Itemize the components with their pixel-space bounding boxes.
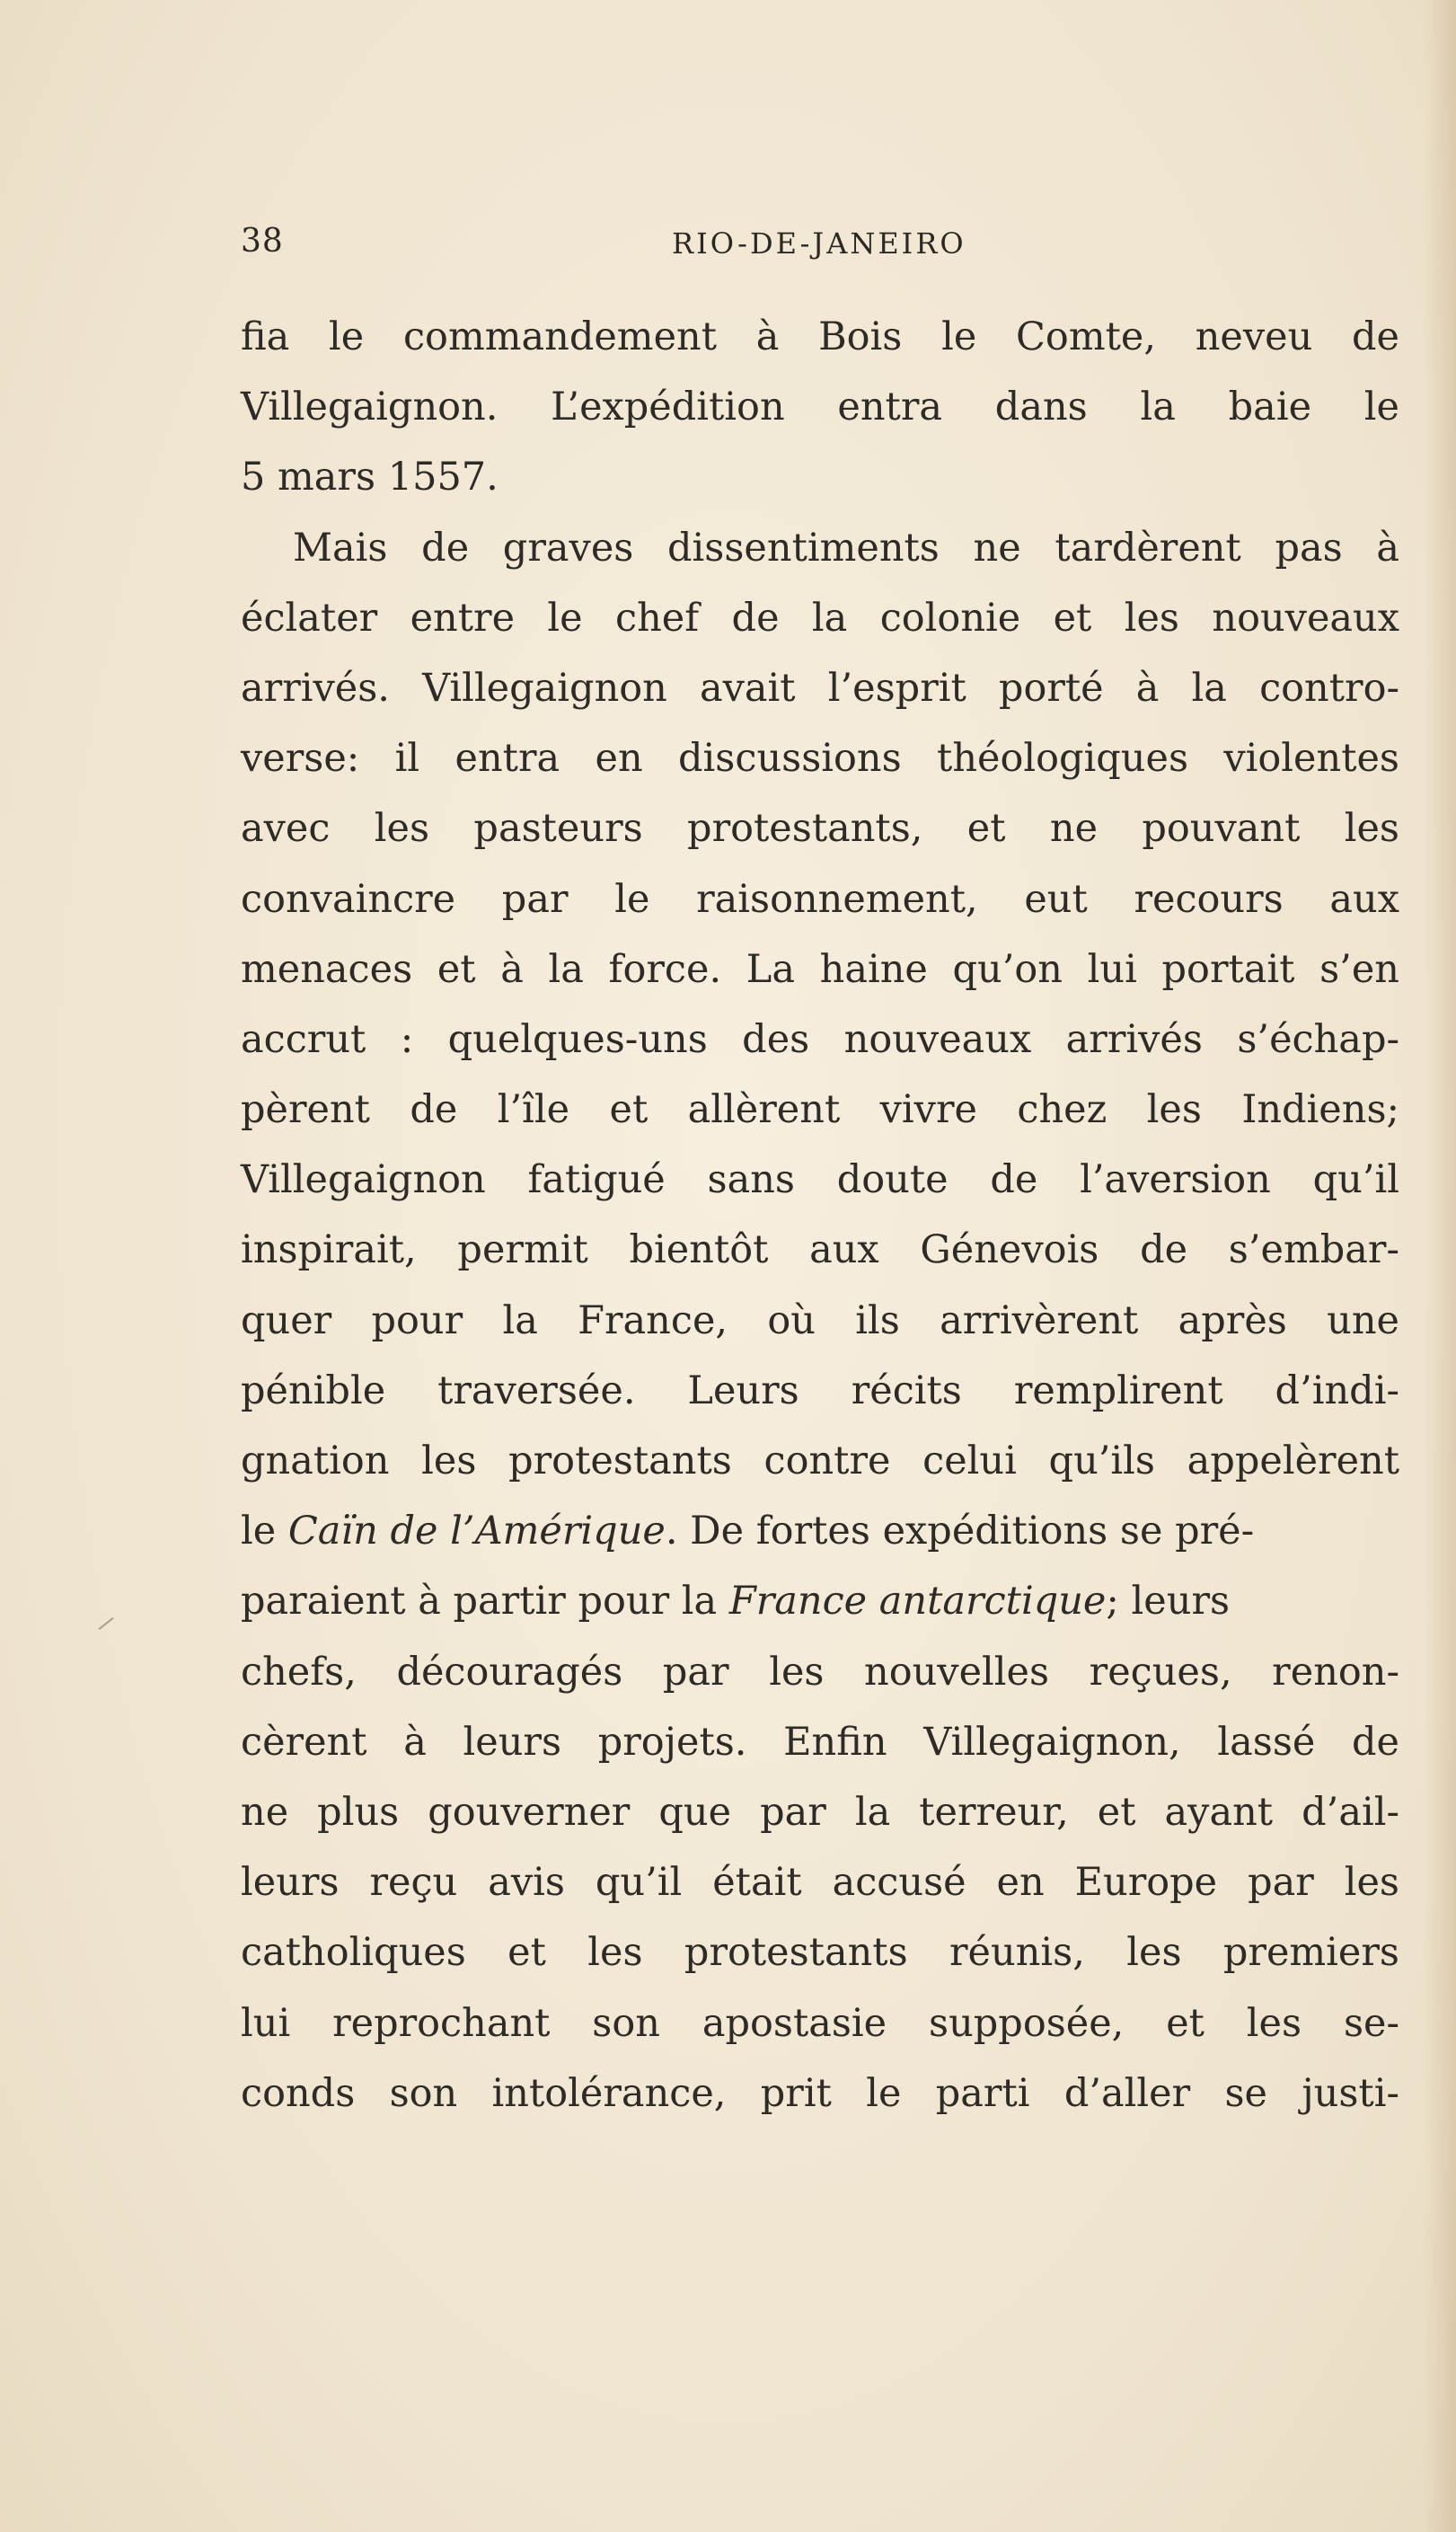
text-line: paraient à partir pour la France antarctique; leurs [241, 1579, 1231, 1625]
text-line: accrut : quelques-uns des nouveaux arrivés s’échap- [241, 1016, 1399, 1062]
page-edge-shadow [1424, 0, 1456, 2532]
text-line: Villegaignon fatigué sans doute de l’aversion qu’il [241, 1157, 1399, 1203]
running-title: RIO-DE-JANEIRO [672, 226, 966, 261]
text-line: avec les pasteurs protestants, et ne pouvant les [241, 806, 1399, 852]
italic-title: Caïn de l’Amérique [287, 1509, 666, 1554]
text-line: Villegaignon. L’expédition entra dans la baie le [241, 385, 1399, 430]
text-line: catholiques et les protestants réunis, les premiers [241, 1930, 1399, 1976]
text-line: convaincre par le raisonnement, eut recours aux [241, 876, 1399, 922]
paragraph-first-line: Mais de graves dissentiments ne tardèrent pas à [293, 525, 1399, 571]
text-line: inspirait, permit bientôt aux Génevois de s’embar- [241, 1227, 1399, 1273]
text-line: pèrent de l’île et allèrent vivre chez les Indiens; [241, 1087, 1399, 1133]
text-line: conds son intolérance, prit le parti d’aller se justi- [241, 2070, 1399, 2116]
text-line: leurs reçu avis qu’il était accusé en Europe par les [241, 1860, 1399, 1906]
text-line: chefs, découragés par les nouvelles reçues, renon- [241, 1649, 1399, 1695]
italic-place-name: France antarctique [728, 1579, 1107, 1625]
text-line: le Caïn de l’Amérique. De fortes expéditions se pré- [241, 1509, 1255, 1554]
margin-mark [99, 1617, 114, 1630]
text-line: pénible traversée. Leurs récits remplirent d’indi- [241, 1368, 1399, 1413]
body-text [241, 302, 1399, 2129]
text-line: cèrent à leurs projets. Enfin Villegaignon, lassé de [241, 1719, 1399, 1765]
text-line: fia le commandement à Bois le Comte, neveu de [241, 314, 1399, 359]
text-line: quer pour la France, où ils arrivèrent après une [241, 1297, 1399, 1343]
page-number: 38 [241, 223, 284, 260]
text-line: éclater entre le chef de la colonie et les nouveaux [241, 595, 1399, 641]
text-line: arrivés. Villegaignon avait l’esprit porté à la contro- [241, 665, 1399, 711]
text-line: 5 mars 1557. [241, 455, 499, 500]
text-line: lui reprochant son apostasie supposée, et les se- [241, 2000, 1399, 2046]
text-line: gnation les protestants contre celui qu’ils appelèrent [241, 1439, 1399, 1483]
page-header [241, 223, 1399, 273]
text-line: menaces et à la force. La haine qu’on lui portait s’en [241, 946, 1399, 992]
text-line: ne plus gouverner que par la terreur, et ayant d’ail- [241, 1789, 1399, 1835]
text-line: verse: il entra en discussions théologiques violentes [241, 736, 1399, 782]
